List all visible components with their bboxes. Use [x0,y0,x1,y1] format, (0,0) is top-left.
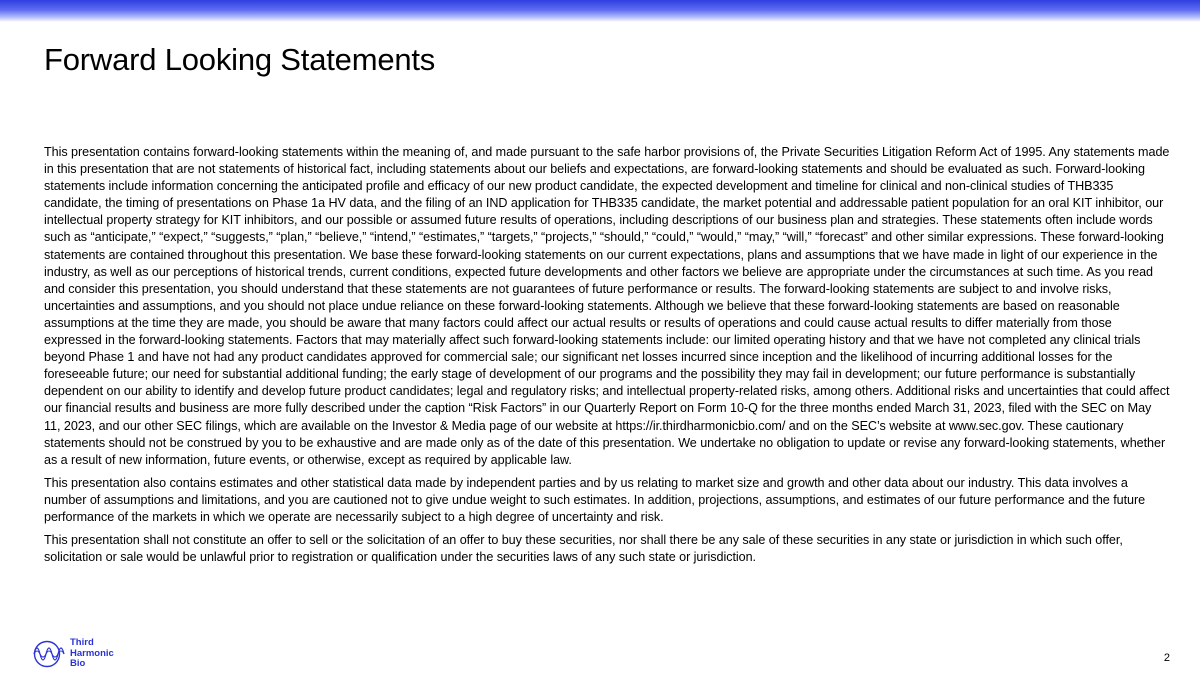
paragraph-forward-looking: This presentation contains forward-looking statements within the meaning of, and made pursuant to the safe harbor provisions of, the Private Securities Litigation Reform Act of 1995. Any statements made in this presentation that are not statements of historical fact, including statements about our beliefs and expectations, are forward-looking statements and should be evaluated as such. Forward-looking statements include information concerning the anticipated profile and efficacy of our new product candidate, the expected development and timeline for clinical and non-clinical studies of THB335 candidate, the timing of presentations on Phase 1a HV data, and the filing of an IND application for THB335 candidate, the market potential and addressable patient population for an oral KIT inhibitor, our intellectual property strategy for KIT inhibitors, and our possible or assumed future results of operations, including descriptions of our business plan and strategies. These statements often include words such as “anticipate,” “expect,” “suggests,” “plan,” “believe,” “intend,” “estimates,” “targets,” “projects,” “should,” “could,” “would,” “may,” “will,” “forecast” and other similar expressions. These forward-looking statements are contained throughout this presentation. We base these forward-looking statements on our current expectations, plans and assumptions that we have made in light of our experience in the industry, as well as our perceptions of historical trends, current conditions, expected future developments and other factors we believe are appropriate under the circumstances at such time. As you read and consider this presentation, you should understand that these statements are not guarantees of future performance or results. The forward-looking statements are subject to and involve risks, uncertainties and assumptions, and you should not place undue reliance on these forward-looking statements. Although we believe that these forward-looking statements are based on reasonable assumptions at the time they are made, you should be aware that many factors could affect our actual results or results of operations and could cause actual results to differ materially from those expressed in the forward-looking statements. Factors that may materially affect such forward-looking statements include: our limited operating history and that we have not completed any clinical trials beyond Phase 1 and have not had any product candidates approved for commercial sale; our significant net losses incurred since inception and the likelihood of incurring additional losses for the foreseeable future; our need for substantial additional funding; the early stage of development of our programs and the possibility they may fail in development; our future performance is substantially dependent on our ability to identify and develop future product candidates; legal and regulatory risks; and intellectual property-related risks, among others. Additional risks and uncertainties that could affect our financial results and business are more fully described under the caption “Risk Factors” in our Quarterly Report on Form 10-Q for the three months ended March 31, 2023, filed with the SEC on May 11, 2023, and our other SEC filings, which are available on the Investor & Media page of our website at https://ir.thirdharmonicbio.com/ and on the SEC’s website at www.sec.gov. These cautionary statements should not be construed by you to be exhaustive and are made only as of the date of this presentation. We undertake no obligation to update or revise any forward-looking statements, whether as a result of new information, future events, or otherwise, except as required by applicable law. [44,145,1170,467]
header-band [0,0,1200,22]
logo-line-2: Harmonic [70,647,114,659]
company-logo [33,636,153,672]
wave-circle-logo-icon [33,640,65,668]
paragraph-no-offer: This presentation shall not constitute an offer to sell or the solicitation of an offer to buy these securities, nor shall there be any sale of these securities in any state or jurisdiction in which such offer, solicitation or sale would be unlawful prior to registration or qualification under the securities laws of any such state or jurisdiction. [44,533,1123,565]
logo-wordmark [70,638,150,670]
disclaimer-body [44,144,1170,572]
paragraph-estimates: This presentation also contains estimates and other statistical data made by independent parties and by us relating to market size and growth and other data about our industry. This data involves a number of assumptions and limitations, and you are cautioned not to give undue weight to such estimates. In addition, projections, assumptions, and estimates of our future performance and the future performance of the markets in which we operate are necessarily subject to a high degree of uncertainty and risk. [44,475,1146,524]
page-title: Forward Looking Statements [44,42,436,77]
page-number: 2 [1163,652,1170,664]
logo-line-3: Bio [70,658,86,669]
logo-line-1: Third [70,637,94,648]
